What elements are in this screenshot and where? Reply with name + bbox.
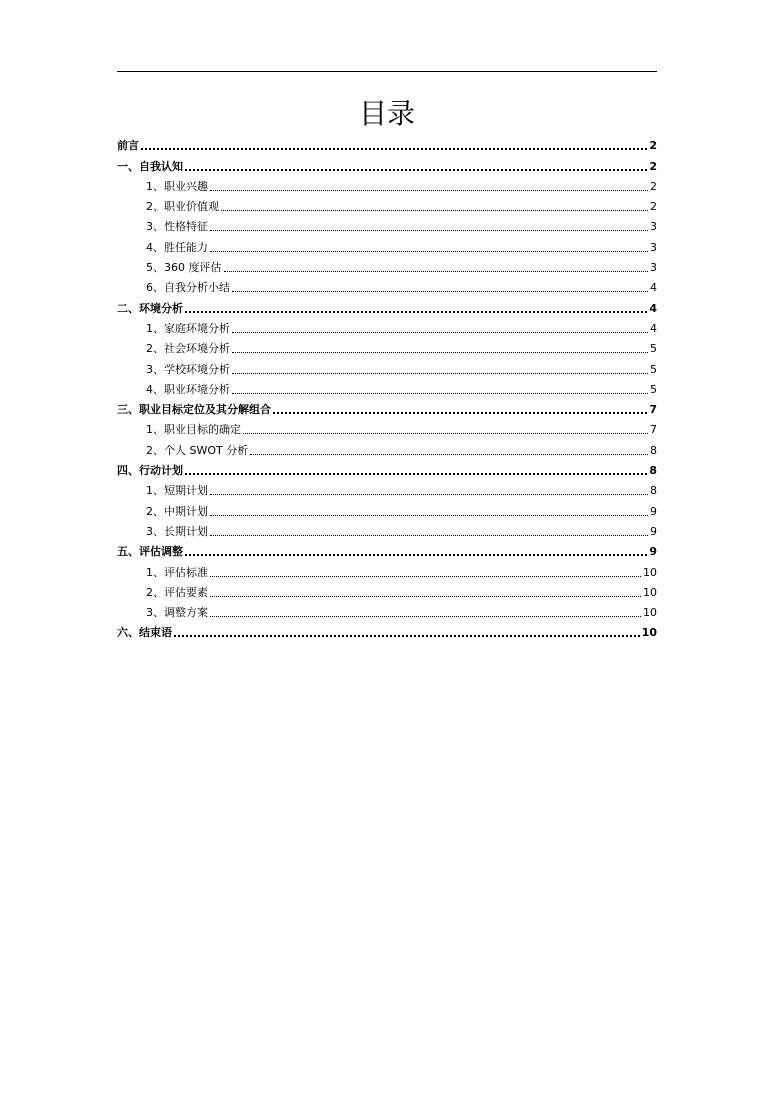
toc-entry-label: 2、评估要素: [146, 585, 208, 599]
toc-entry[interactable]: [117, 134, 657, 154]
toc-entry[interactable]: [117, 459, 657, 479]
toc-entry-page-number: 10: [643, 585, 657, 599]
toc-dot-leader: [210, 535, 648, 536]
toc-entry-page-number: 8: [649, 464, 657, 478]
toc-entry-label: 4、职业环境分析: [146, 382, 230, 396]
toc-entry-label: 1、评估标准: [146, 565, 208, 579]
toc-dot-leader: [210, 190, 648, 191]
toc-entry[interactable]: [117, 540, 657, 560]
toc-entry[interactable]: [117, 337, 657, 357]
toc-entry-label: 3、长期计划: [146, 524, 208, 538]
toc-entry-page-number: 8: [650, 484, 657, 498]
toc-dot-leader: [141, 148, 647, 150]
toc-dot-leader: [210, 251, 648, 252]
toc-entry-page-number: 10: [643, 565, 657, 579]
toc-entry-page-number: 2: [650, 179, 657, 193]
toc-dot-leader: [232, 393, 648, 394]
page-title: 目录: [358, 97, 415, 130]
toc-entry[interactable]: [117, 235, 657, 255]
toc-entry-page-number: 10: [643, 606, 657, 620]
toc-dot-leader: [273, 412, 647, 414]
toc-entry-page-number: 9: [649, 545, 657, 559]
toc-entry-page-number: 2: [650, 200, 657, 214]
toc-entry[interactable]: [117, 499, 657, 519]
toc-entry-label: 1、职业目标的确定: [146, 423, 241, 437]
toc-dot-leader: [243, 433, 648, 434]
toc-entry-page-number: 7: [650, 423, 657, 437]
toc-entry[interactable]: [117, 560, 657, 580]
toc-entry[interactable]: [117, 175, 657, 195]
toc-dot-leader: [210, 616, 641, 617]
toc-entry[interactable]: [117, 398, 657, 418]
toc-entry[interactable]: [117, 581, 657, 601]
toc-entry-page-number: 9: [650, 524, 657, 538]
toc-entry[interactable]: [117, 418, 657, 438]
toc-entry[interactable]: [117, 520, 657, 540]
toc-entry-label: 3、调整方案: [146, 606, 208, 620]
toc-entry-label: 1、家庭环境分析: [146, 321, 230, 335]
toc-entry[interactable]: [117, 438, 657, 458]
toc-dot-leader: [221, 210, 648, 211]
toc-entry-page-number: 10: [641, 626, 657, 640]
toc-entry-label: 3、性格特征: [146, 220, 208, 234]
toc-dot-leader: [174, 635, 640, 637]
toc-entry-label: 3、学校环境分析: [146, 362, 230, 376]
toc-entry[interactable]: [117, 479, 657, 499]
toc-dot-leader: [232, 352, 648, 353]
toc-entry-page-number: 5: [650, 382, 657, 396]
toc-dot-leader: [224, 271, 649, 272]
toc-entry-page-number: 3: [650, 240, 657, 254]
toc-entry-label: 二、环境分析: [117, 301, 183, 315]
toc-entry-label: 1、职业兴趣: [146, 179, 208, 193]
toc-entry-page-number: 4: [649, 301, 657, 315]
toc-dot-leader: [210, 576, 641, 577]
toc-entry[interactable]: [117, 378, 657, 398]
toc-entry[interactable]: [117, 215, 657, 235]
toc-entry-page-number: 3: [650, 220, 657, 234]
toc-dot-leader: [232, 332, 648, 333]
toc-entry[interactable]: [117, 256, 657, 276]
toc-entry-label: 前言: [117, 139, 139, 153]
toc-entry-label: 2、个人 SWOT 分析: [146, 443, 249, 457]
toc-entry-page-number: 3: [650, 261, 657, 275]
toc-dot-leader: [185, 554, 647, 556]
toc-entry[interactable]: [117, 621, 657, 641]
header-rule: [117, 71, 657, 72]
toc-entry-page-number: 4: [650, 321, 657, 335]
toc-entry-label: 六、结束语: [117, 626, 172, 640]
toc-entry[interactable]: [117, 296, 657, 316]
toc-entry-page-number: 5: [650, 362, 657, 376]
toc-entry-page-number: 8: [650, 443, 657, 457]
toc-entry[interactable]: [117, 601, 657, 621]
toc-entry-label: 四、行动计划: [117, 464, 183, 478]
toc-entry-label: 五、评估调整: [117, 545, 183, 559]
toc-dot-leader: [250, 454, 648, 455]
toc-entry[interactable]: [117, 276, 657, 296]
toc-entry[interactable]: [117, 317, 657, 337]
toc-entry-page-number: 5: [650, 342, 657, 356]
toc-entry-page-number: 9: [650, 504, 657, 518]
toc-entry[interactable]: [117, 357, 657, 377]
toc-entry-page-number: 4: [650, 281, 657, 295]
toc-dot-leader: [210, 596, 641, 597]
toc-entry-label: 5、360 度评估: [146, 261, 222, 275]
toc-dot-leader: [185, 473, 647, 475]
toc-entry-page-number: 7: [649, 403, 657, 417]
toc-entry-label: 6、自我分析小结: [146, 281, 230, 295]
toc-entry-label: 2、社会环境分析: [146, 342, 230, 356]
toc-entry-page-number: 2: [649, 139, 657, 153]
toc-entry-label: 一、自我认知: [117, 159, 183, 173]
toc-dot-leader: [185, 169, 647, 171]
toc-entry-label: 1、短期计划: [146, 484, 208, 498]
toc-entry-label: 2、职业价值观: [146, 200, 219, 214]
toc-dot-leader: [185, 311, 647, 313]
toc-entry-page-number: 2: [649, 159, 657, 173]
toc-dot-leader: [232, 291, 648, 292]
toc-dot-leader: [210, 230, 648, 231]
toc-dot-leader: [232, 373, 648, 374]
toc-entry-label: 4、胜任能力: [146, 240, 208, 254]
toc-entry-label: 2、中期计划: [146, 504, 208, 518]
toc-entry[interactable]: [117, 154, 657, 174]
toc-dot-leader: [210, 494, 648, 495]
toc-entry-label: 三、职业目标定位及其分解组合: [117, 403, 271, 417]
toc-entry[interactable]: [117, 195, 657, 215]
table-of-contents: [117, 134, 657, 641]
toc-dot-leader: [210, 515, 648, 516]
